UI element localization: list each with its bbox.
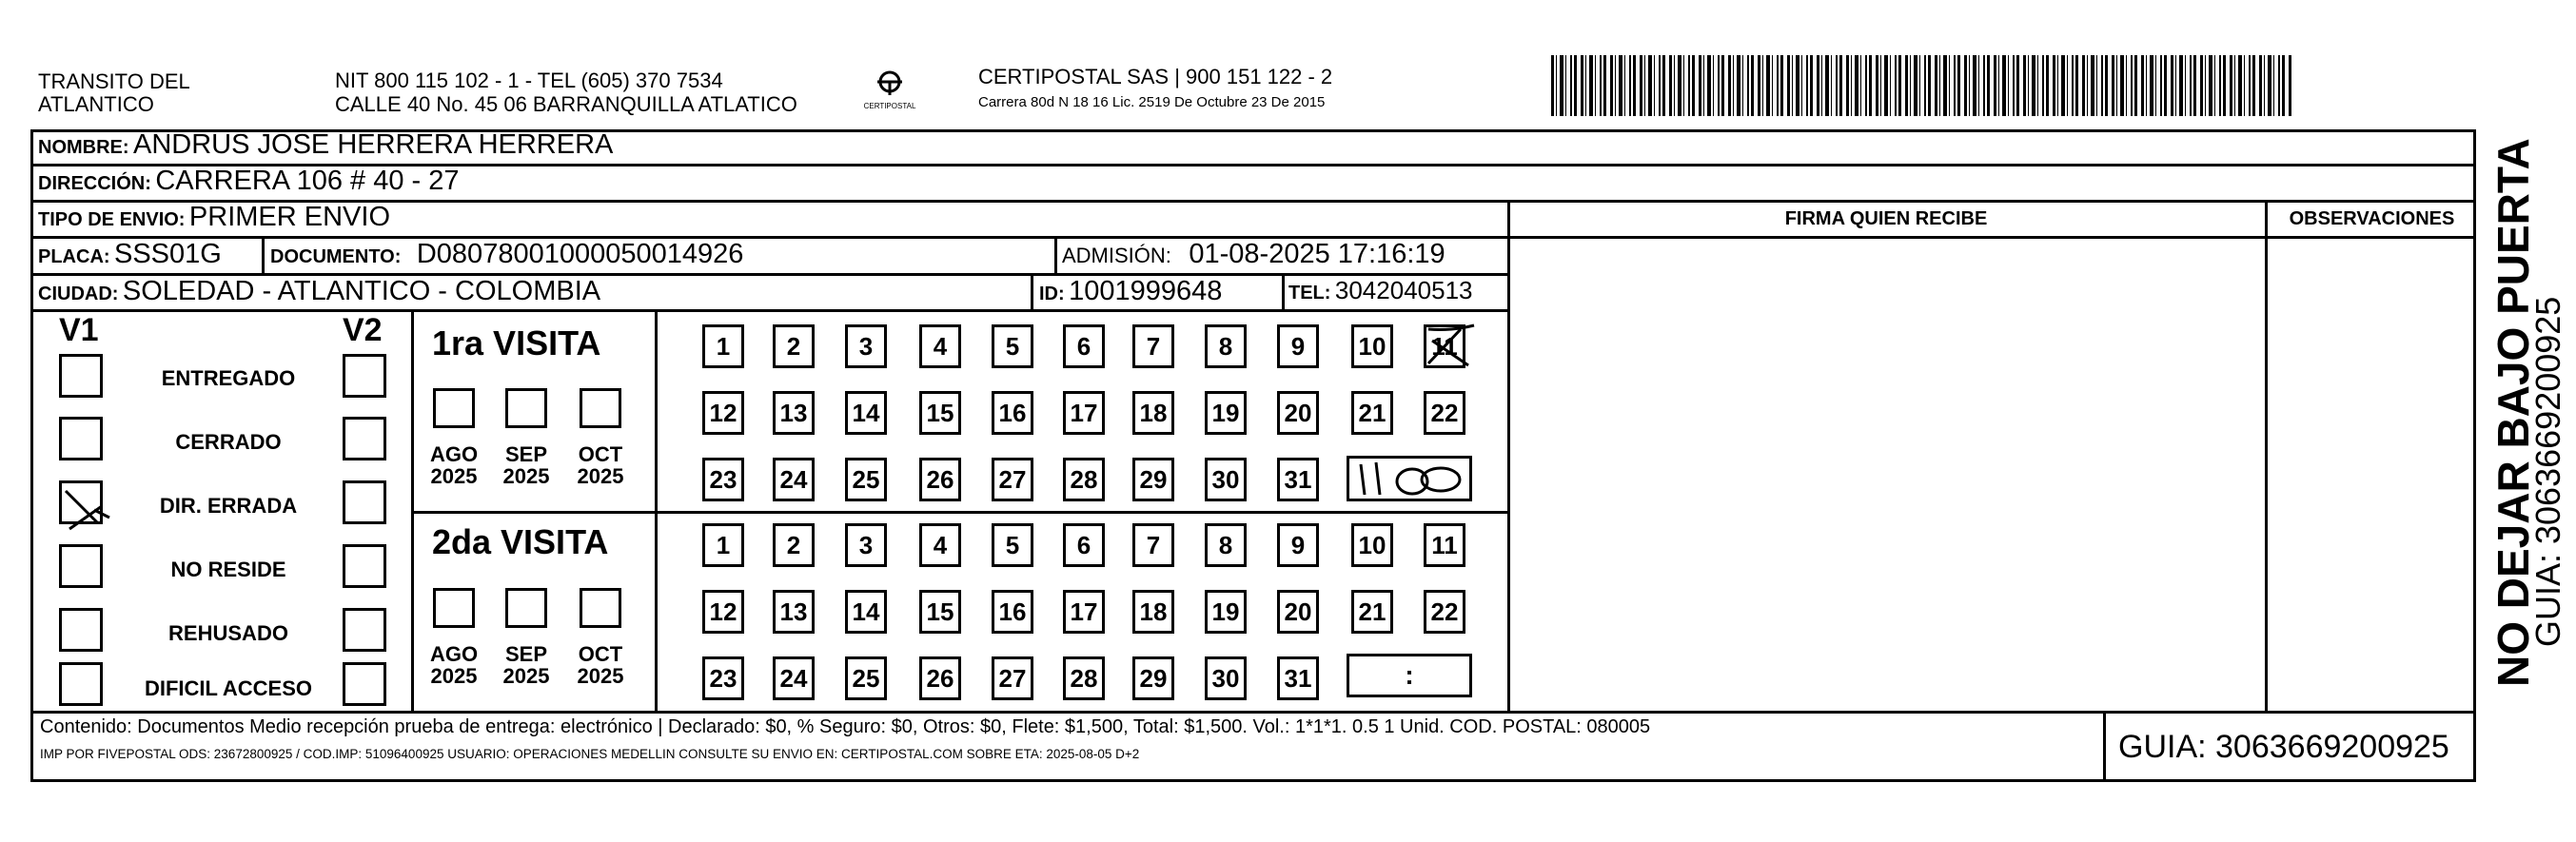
visit1-day-4[interactable]: 4 bbox=[919, 324, 961, 368]
admision-value: 01-08-2025 17:16:19 bbox=[1189, 239, 1445, 269]
v1-label: V1 bbox=[59, 312, 99, 348]
visit2-day-12[interactable]: 12 bbox=[702, 590, 744, 634]
id-field bbox=[1039, 278, 1222, 305]
visit2-month-ago-checkbox[interactable] bbox=[433, 588, 475, 628]
visit1-day-23[interactable]: 23 bbox=[702, 458, 744, 501]
certipostal-sub: Carrera 80d N 18 16 Lic. 2519 De Octubre 23 De 2015 bbox=[978, 94, 1326, 110]
visit2-day-23[interactable]: 23 bbox=[702, 656, 744, 700]
visit1-day-7[interactable]: 7 bbox=[1132, 324, 1174, 368]
documento-field bbox=[270, 241, 743, 268]
visit2-title: 2da VISITA bbox=[432, 522, 609, 561]
visit2-day-24[interactable]: 24 bbox=[773, 656, 815, 700]
v1-entregado-checkbox[interactable] bbox=[59, 354, 103, 398]
v2-label: V2 bbox=[343, 312, 383, 348]
visit2-month-oct-checkbox[interactable] bbox=[580, 588, 621, 628]
status-no-reside: NO RESIDE bbox=[170, 558, 286, 581]
visit2-day-27[interactable]: 27 bbox=[992, 656, 1033, 700]
visit2-day-13[interactable]: 13 bbox=[773, 590, 815, 634]
visit1-month-oct-label: OCT 2025 bbox=[577, 442, 624, 489]
visit2-day-31[interactable]: 31 bbox=[1277, 656, 1319, 700]
visit2-day-18[interactable]: 18 bbox=[1132, 590, 1174, 634]
company-name: TRANSITO DEL ATLANTICO bbox=[38, 69, 190, 117]
visit1-day-27[interactable]: 27 bbox=[992, 458, 1033, 501]
visit1-day-31[interactable]: 31 bbox=[1277, 458, 1319, 501]
documento-value: D08078001000050014926 bbox=[416, 239, 744, 269]
company-contact: NIT 800 115 102 - 1 - TEL (605) 370 7534 CALLE 40 No. 45 06 BARRANQUILLA ATLATICO bbox=[335, 69, 797, 117]
visit1-day-13[interactable]: 13 bbox=[773, 391, 815, 435]
nombre-label: NOMBRE: bbox=[38, 137, 129, 158]
visit1-month-ago-label: AGO 2025 bbox=[429, 442, 479, 489]
visit1-day-5[interactable]: 5 bbox=[992, 324, 1033, 368]
visit1-day-14[interactable]: 14 bbox=[845, 391, 887, 435]
visit2-day-6[interactable]: 6 bbox=[1063, 523, 1105, 567]
visit1-day-2[interactable]: 2 bbox=[773, 324, 815, 368]
v1-dificil-acceso-checkbox[interactable] bbox=[59, 662, 103, 706]
visit1-day-22[interactable]: 22 bbox=[1424, 391, 1465, 435]
visit1-day-10[interactable]: 10 bbox=[1351, 324, 1393, 368]
visit1-day-15[interactable]: 15 bbox=[919, 391, 961, 435]
visit2-day-2[interactable]: 2 bbox=[773, 523, 815, 567]
tipo-value: PRIMER ENVIO bbox=[188, 202, 391, 232]
visit2-month-oct-label: OCT 2025 bbox=[577, 642, 624, 689]
ciudad-label: CIUDAD: bbox=[38, 284, 119, 304]
placa-label: PLACA: bbox=[38, 246, 110, 267]
visit2-day-22[interactable]: 22 bbox=[1424, 590, 1465, 634]
visit2-day-14[interactable]: 14 bbox=[845, 590, 887, 634]
visit1-day-30[interactable]: 30 bbox=[1205, 458, 1247, 501]
visit2-day-9[interactable]: 9 bbox=[1277, 523, 1319, 567]
footer-contenido: Contenido: Documentos Medio recepción prueba de entrega: electrónico | Declarado: $0, % Seguro: $0, Otros: $0, Flete: $1,500, Total: $1,500. Vol.: 1*1*1. 0.5 1 Unid. COD. POSTAL: 080005 bbox=[40, 716, 1651, 737]
visit1-month-sep-label: SEP 2025 bbox=[502, 442, 550, 489]
visit2-month-sep-checkbox[interactable] bbox=[505, 588, 547, 628]
visit1-day-21[interactable]: 21 bbox=[1351, 391, 1393, 435]
documento-label: DOCUMENTO: bbox=[270, 246, 402, 267]
ciudad-value: SOLEDAD - ATLANTICO - COLOMBIA bbox=[122, 276, 601, 306]
visit2-day-10[interactable]: 10 bbox=[1351, 523, 1393, 567]
certipostal-logo bbox=[856, 67, 923, 114]
status-dir-errada: DIR. ERRADA bbox=[159, 494, 298, 518]
visit2-day-4[interactable]: 4 bbox=[919, 523, 961, 567]
visit2-day-28[interactable]: 28 bbox=[1063, 656, 1105, 700]
v2-no-reside-checkbox[interactable] bbox=[343, 544, 386, 588]
visit2-day-7[interactable]: 7 bbox=[1132, 523, 1174, 567]
visit1-day-25[interactable]: 25 bbox=[845, 458, 887, 501]
visit1-month-sep-checkbox[interactable] bbox=[505, 388, 547, 428]
placa-value: SSS01G bbox=[114, 239, 222, 269]
visit2-month-sep-label: SEP 2025 bbox=[502, 642, 550, 689]
visit2-time-box[interactable]: : bbox=[1347, 654, 1472, 697]
certipostal-line: CERTIPOSTAL SAS | 900 151 122 - 2 bbox=[978, 65, 1333, 88]
tel-label: TEL: bbox=[1288, 283, 1331, 304]
visit2-day-26[interactable]: 26 bbox=[919, 656, 961, 700]
direccion-label: DIRECCIÓN: bbox=[38, 173, 151, 194]
visit1-time-box[interactable] bbox=[1347, 456, 1472, 501]
logo-text: CERTIPOSTAL bbox=[863, 102, 916, 110]
visit1-month-ago-checkbox[interactable] bbox=[433, 388, 475, 428]
id-value: 1001999648 bbox=[1069, 276, 1223, 306]
visit1-day-9[interactable]: 9 bbox=[1277, 324, 1319, 368]
visit1-month-oct-checkbox[interactable] bbox=[580, 388, 621, 428]
id-label: ID: bbox=[1039, 284, 1065, 304]
v2-entregado-checkbox[interactable] bbox=[343, 354, 386, 398]
visit1-day-11[interactable]: 11 bbox=[1424, 324, 1465, 368]
v2-dificil-acceso-checkbox[interactable] bbox=[343, 662, 386, 706]
visit1-day-16[interactable]: 16 bbox=[992, 391, 1033, 435]
visit2-day-1[interactable]: 1 bbox=[702, 523, 744, 567]
status-dificil-acceso: DIFICIL ACCESO bbox=[144, 676, 312, 700]
checkmark-x-icon bbox=[56, 478, 113, 535]
visit1-day-24[interactable]: 24 bbox=[773, 458, 815, 501]
firma-header: FIRMA QUIEN RECIBE bbox=[1784, 208, 1988, 229]
day-cross-mark-icon bbox=[1423, 322, 1480, 371]
tipo-label: TIPO DE ENVIO: bbox=[38, 209, 186, 230]
visit1-day-6[interactable]: 6 bbox=[1063, 324, 1105, 368]
admision-field bbox=[1062, 241, 1445, 268]
placa-field bbox=[38, 241, 222, 268]
no-dejar-bajo-puerta: NO DEJAR BAJO PUERTA bbox=[2488, 138, 2538, 687]
visit2-day-8[interactable]: 8 bbox=[1205, 523, 1247, 567]
footer-guia-box: GUIA: 3063669200925 bbox=[2118, 729, 2449, 765]
visit2-day-20[interactable]: 20 bbox=[1277, 590, 1319, 634]
v2-cerrado-checkbox[interactable] bbox=[343, 417, 386, 460]
visit2-day-16[interactable]: 16 bbox=[992, 590, 1033, 634]
visit2-month-ago-label: AGO 2025 bbox=[429, 642, 479, 689]
visit2-day-30[interactable]: 30 bbox=[1205, 656, 1247, 700]
tipo-envio-field bbox=[38, 204, 390, 231]
tel-field bbox=[1288, 278, 1473, 303]
visit1-title: 1ra VISITA bbox=[432, 323, 601, 362]
visit1-day-1[interactable]: 1 bbox=[702, 324, 744, 368]
visit2-day-11[interactable]: 11 bbox=[1424, 523, 1465, 567]
visit2-day-21[interactable]: 21 bbox=[1351, 590, 1393, 634]
nombre-field bbox=[38, 131, 613, 159]
visit1-day-20[interactable]: 20 bbox=[1277, 391, 1319, 435]
admision-label: ADMISIÓN: bbox=[1062, 244, 1171, 267]
v1-cerrado-checkbox[interactable] bbox=[59, 417, 103, 460]
visit2-day-5[interactable]: 5 bbox=[992, 523, 1033, 567]
visit1-day-19[interactable]: 19 bbox=[1205, 391, 1247, 435]
v1-rehusado-checkbox[interactable] bbox=[59, 608, 103, 652]
visit1-day-28[interactable]: 28 bbox=[1063, 458, 1105, 501]
tel-value: 3042040513 bbox=[1334, 276, 1473, 304]
visit1-day-8[interactable]: 8 bbox=[1205, 324, 1247, 368]
v1-dir-errada-checkbox[interactable] bbox=[59, 480, 103, 524]
status-entregado: ENTREGADO bbox=[161, 366, 296, 390]
visit1-day-12[interactable]: 12 bbox=[702, 391, 744, 435]
direccion-value: CARRERA 106 # 40 - 27 bbox=[155, 166, 460, 196]
footer-imp-line: IMP POR FIVEPOSTAL ODS: 23672800925 / COD.IMP: 51096400925 USUARIO: OPERACIONES MEDELLIN CONSULTE SU ENVIO EN: CERTIPOSTAL.COM SOBRE ETA: 2025-08-05 D+2 bbox=[40, 747, 1140, 761]
visit2-day-15[interactable]: 15 bbox=[919, 590, 961, 634]
status-rehusado: REHUSADO bbox=[168, 621, 288, 645]
status-cerrado: CERRADO bbox=[175, 430, 282, 454]
visit1-day-17[interactable]: 17 bbox=[1063, 391, 1105, 435]
v2-rehusado-checkbox[interactable] bbox=[343, 608, 386, 652]
observaciones-header: OBSERVACIONES bbox=[2289, 208, 2455, 229]
side-note bbox=[2488, 138, 2567, 687]
barcode bbox=[1551, 55, 2293, 116]
handwritten-time bbox=[1349, 459, 1469, 499]
visit2-day-29[interactable]: 29 bbox=[1132, 656, 1174, 700]
v2-dir-errada-checkbox[interactable] bbox=[343, 480, 386, 524]
side-guia-number: GUIA: 3063669200925 bbox=[2528, 296, 2567, 647]
nombre-value: ANDRUS JOSE HERRERA HERRERA bbox=[133, 129, 614, 160]
visit1-day-29[interactable]: 29 bbox=[1132, 458, 1174, 501]
visit1-day-3[interactable]: 3 bbox=[845, 324, 887, 368]
visit2-day-17[interactable]: 17 bbox=[1063, 590, 1105, 634]
direccion-field bbox=[38, 167, 460, 195]
v1-no-reside-checkbox[interactable] bbox=[59, 544, 103, 588]
visit1-day-18[interactable]: 18 bbox=[1132, 391, 1174, 435]
visit2-day-19[interactable]: 19 bbox=[1205, 590, 1247, 634]
visit2-day-25[interactable]: 25 bbox=[845, 656, 887, 700]
ciudad-field bbox=[38, 278, 600, 305]
visit1-day-26[interactable]: 26 bbox=[919, 458, 961, 501]
visit2-day-3[interactable]: 3 bbox=[845, 523, 887, 567]
